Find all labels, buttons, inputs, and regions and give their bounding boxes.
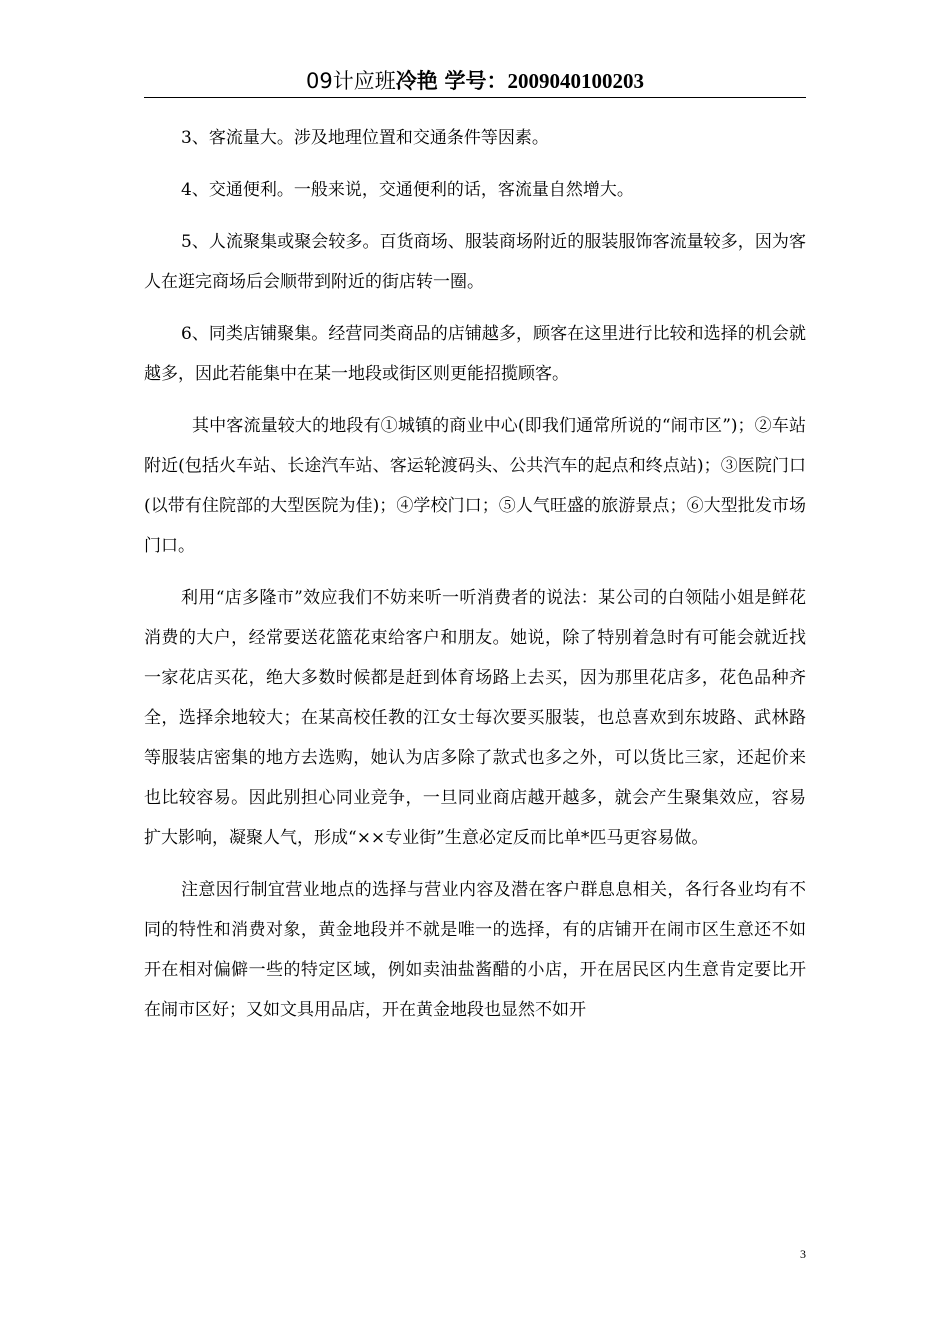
body-text: [144, 118, 806, 1042]
header-class-label: 09计应班: [306, 69, 396, 93]
paragraph-item-5: 5、人流聚集或聚会较多。百货商场、服装商场附近的服装服饰客流量较多，因为客人在逛完商场后会顺带到附近的街店转一圈。: [144, 232, 806, 292]
page-header: [144, 66, 806, 96]
header-rule: [144, 97, 806, 98]
paragraph-item-4: 4、交通便利。一般来说，交通便利的话，客流量自然增大。: [181, 180, 634, 200]
paragraph-item-6: 6、同类店铺聚集。经营同类商品的店铺越多，顾客在这里进行比较和选择的机会就越多，因此若能集中在某一地段或街区则更能招揽顾客。: [144, 324, 806, 384]
header-student-name: 冷艳: [395, 68, 438, 93]
header-student-id: 2009040100203: [507, 69, 644, 93]
paragraph-site-selection: 注意因行制宜营业地点的选择与营业内容及潜在客户群息息相关，各行各业均有不同的特性和消费对象，黄金地段并不就是唯一的选择，有的店铺开在闹市区生意还不如开在相对偏僻一些的特定区域，例如卖油盐酱醋的小店，开在居民区内生意肯定要比开在闹市区好；又如文具用品店，开在黄金地段也显然不如开: [144, 880, 806, 1020]
header-id-label: 学号：: [444, 68, 508, 93]
page-number: 3: [800, 1247, 806, 1261]
paragraph-cluster-effect: 利用“店多隆市”效应我们不妨来听一听消费者的说法：某公司的白领陆小姐是鲜花消费的大户，经常要送花篮花束给客户和朋友。她说，除了特别着急时有可能会就近找一家花店买花，绝大多数时候都是赶到体育场路上去买，因为那里花店多，花色品种齐全，选择余地较大；在某高校任教的江女士每次要买服装，也总喜欢到东坡路、武林路等服装店密集的地方去选购，她认为店多除了款式也多之外，可以货比三家，还起价来也比较容易。因此别担心同业竞争，一旦同业商店越开越多，就会产生聚集效应，容易扩大影响，凝聚人气，形成“××专业街”生意必定反而比单*匹马更容易做。: [144, 588, 806, 848]
paragraph-item-3: 3、客流量大。涉及地理位置和交通条件等因素。: [181, 128, 549, 148]
paragraph-busy-locations: 其中客流量较大的地段有①城镇的商业中心(即我们通常所说的“闹市区”)；②车站附近(包括火车站、长途汽车站、客运轮渡码头、公共汽车的起点和终点站)；③医院门口(以带有住院部的大型医院为佳)；④学校门口；⑤人气旺盛的旅游景点；⑥大型批发市场门口。: [144, 416, 806, 556]
